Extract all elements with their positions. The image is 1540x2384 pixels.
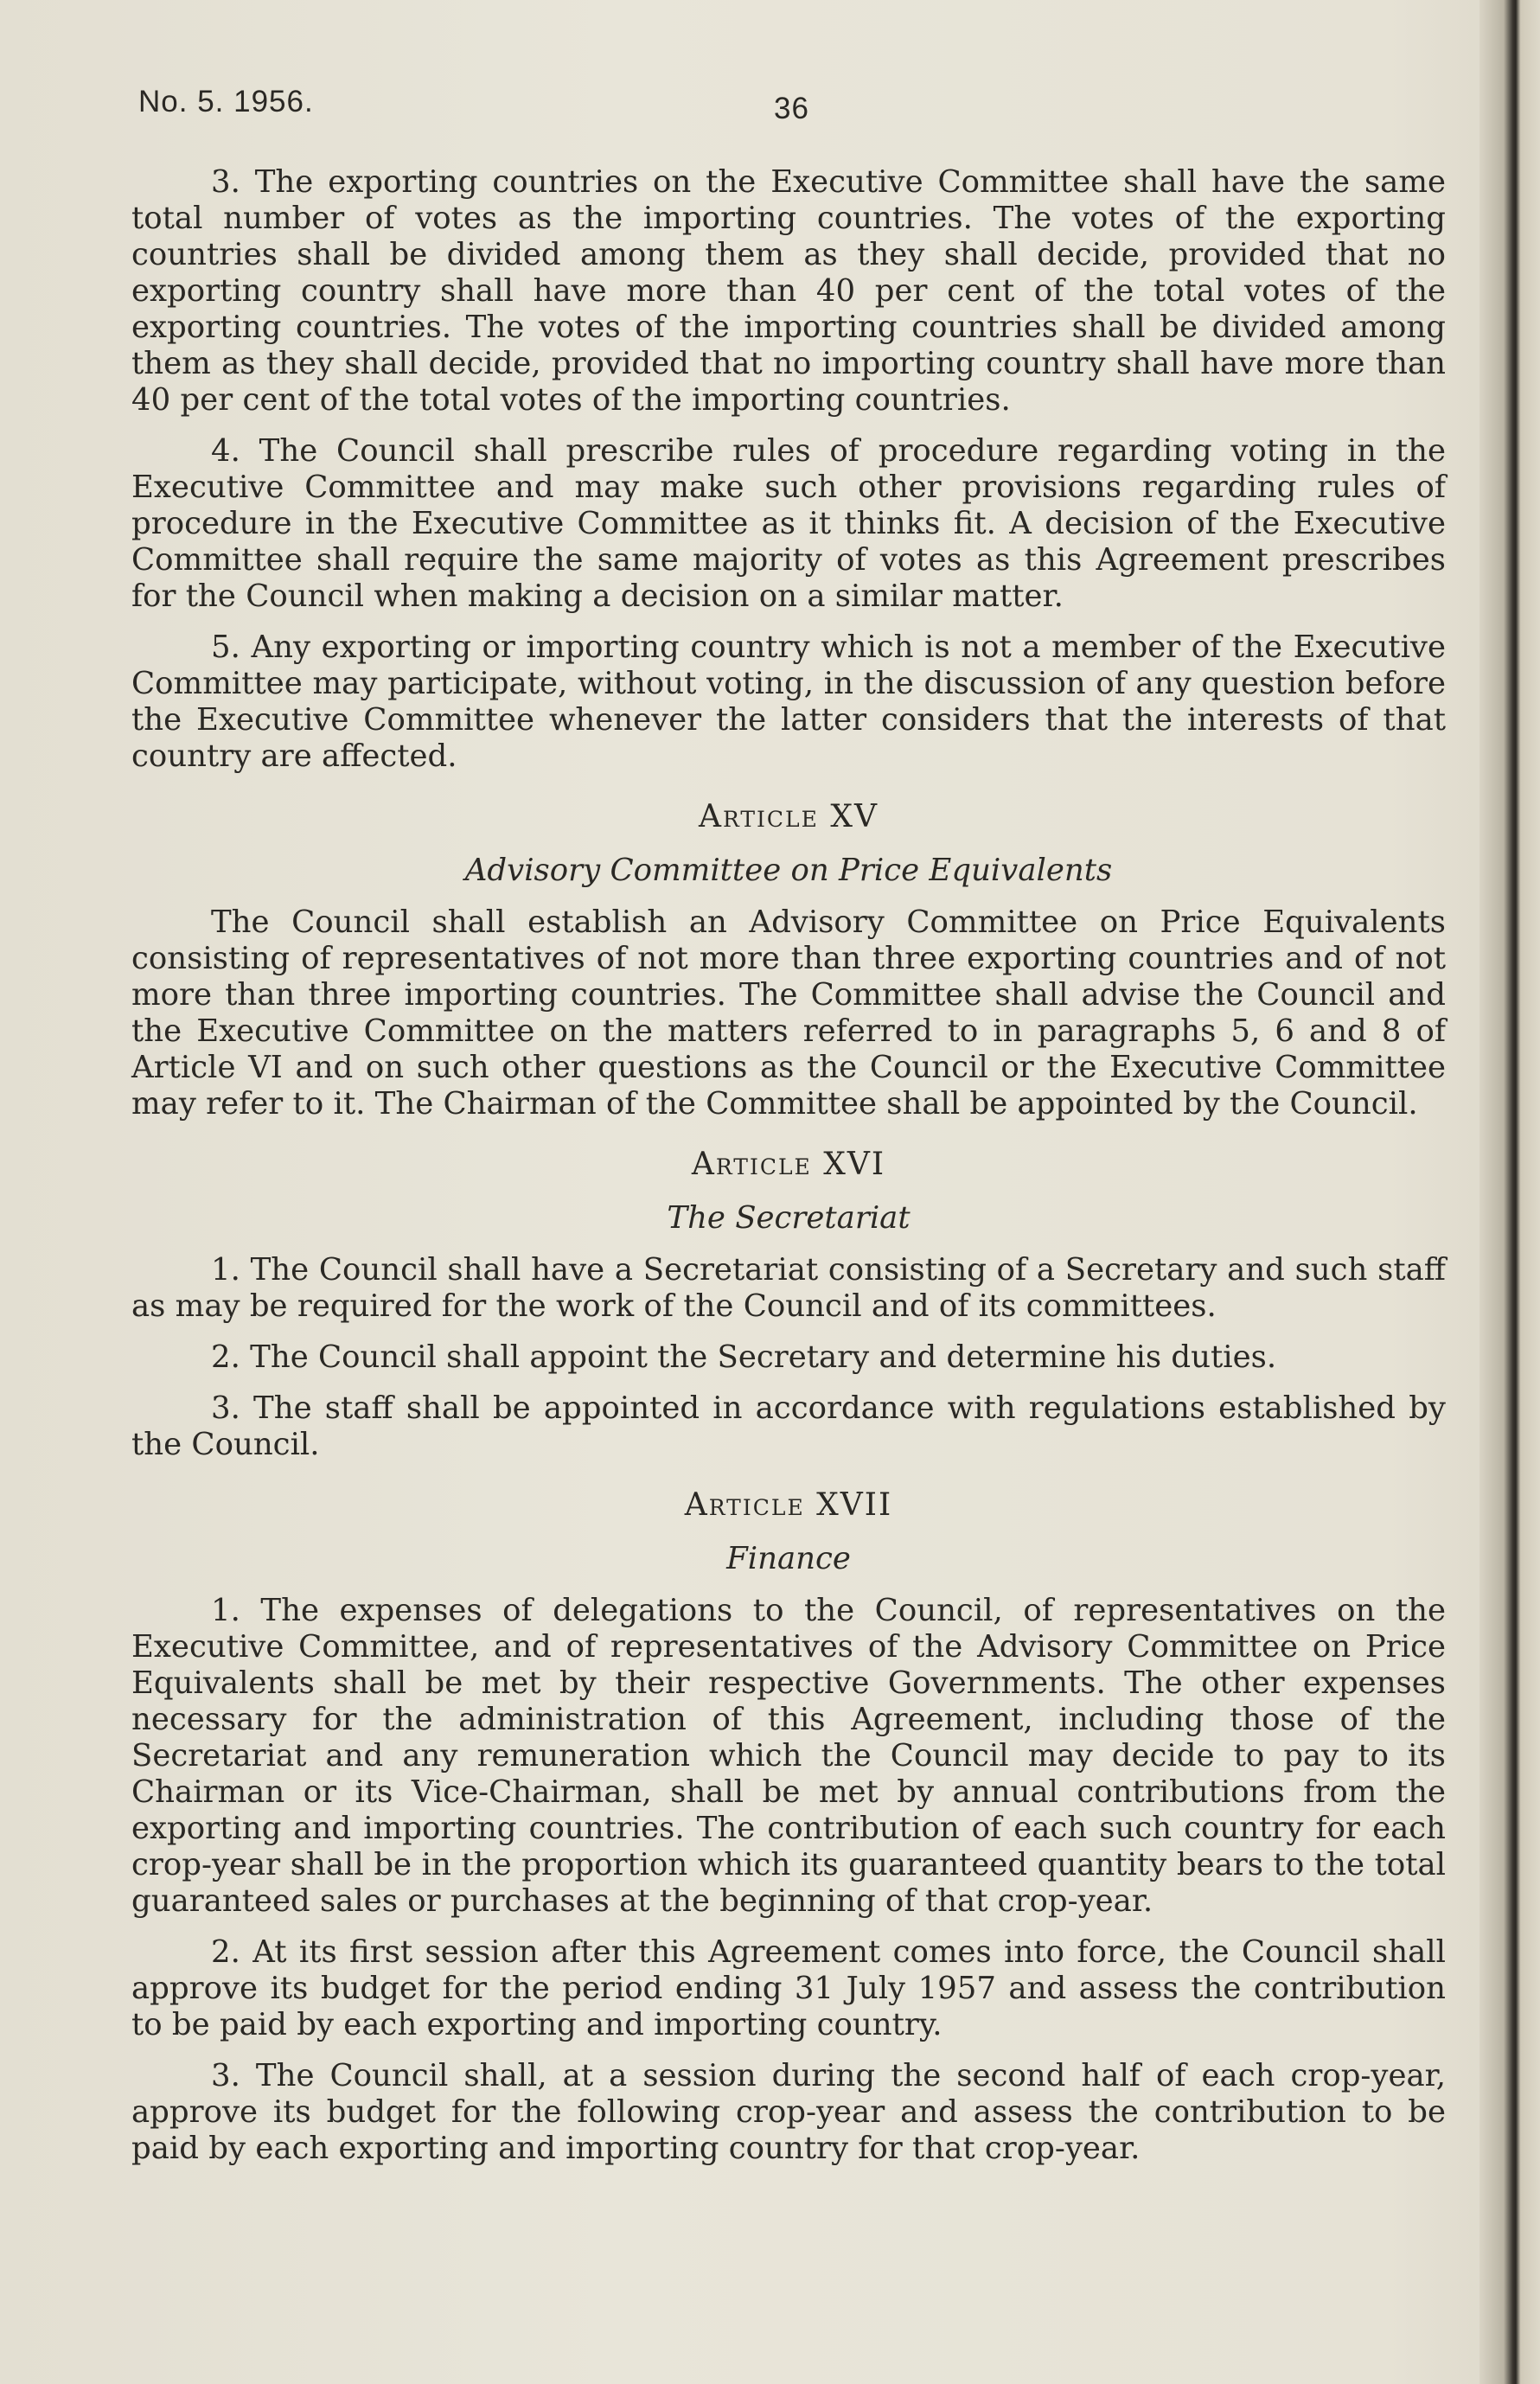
paragraph-xvii-2: 2. At its first session after this Agreement comes into force, the Council shall approve its budget for the period ending 31 July 1957 and assess the contribution to be paid by each exporting and importing country. [131,1934,1446,2042]
paragraph-exec-3: 3. The exporting countries on the Executive Committee shall have the same total number of votes as the importing countries. The votes of the exporting countries shall be divided among them as they shall decide, provided that no exporting country shall have more than 40 per cent of the total votes of the exporting countries. The votes of the importing countries shall be divided among them as they shall decide, provided that no importing country shall have more than 40 per cent of the total votes of the importing countries. [131,164,1446,418]
paragraph-xvi-2: 2. The Council shall appoint the Secretary and determine his duties. [211,1339,1277,1375]
paragraph-exec-5: 5. Any exporting or importing country which is not a member of the Executive Committee may participate, without voting, in the discussion of any question before the Executive Committee whenever the latter considers that the interests of that country are affected. [131,630,1446,774]
page-body [131,164,1446,2182]
book-spine [1479,0,1540,2384]
article-xvi-heading: Article XVI [691,1147,886,1182]
article-xv-heading: Article XV [699,799,879,834]
paragraph-xvii-3: 3. The Council shall, at a session during the second half of each crop-year, approve its budget for the following crop-year and assess the contribution to be paid by each exporting and importing country for that crop-year. [131,2058,1446,2166]
paragraph-exec-4: 4. The Council shall prescribe rules of procedure regarding voting in the Executive Committee and may make such other provisions regarding rules of procedure in the Executive Committee as it thinks fit. A decision of the Executive Committee shall require the same majority of votes as this Agreement prescribes for the Council when making a decision on a similar matter. [131,433,1446,614]
article-xv-title: Advisory Committee on Price Equivalents [464,853,1113,888]
publication-number: No. 5. 1956. [138,85,314,118]
page-number: 36 [774,92,809,125]
paragraph-xvii-1: 1. The expenses of delegations to the Council, of representatives on the Executive Committee, and of representatives of the Advisory Committee on Price Equivalents shall be met by their respective Governments. The other expenses necessary for the administration of this Agreement, including those of the Secretariat and any remuneration which the Council may decide to pay to its Chairman or its Vice-Chairman, shall be met by annual contributions from the exporting and importing countries. The contribution of each such country for each crop-year shall be in the proportion which its guaranteed quantity bears to the total guaranteed sales or purchases at the beginning of that crop-year. [131,1593,1446,1919]
article-xvii-heading: Article XVII [684,1487,893,1523]
article-xvii-title: Finance [726,1541,851,1576]
article-xvi-title: The Secretariat [667,1200,911,1236]
paragraph-xv-1: The Council shall establish an Advisory Committee on Price Equivalents consisting of representatives of not more than three exporting countries and of not more than three importing countries. The Committee shall advise the Council and the Executive Committee on the matters referred to in paragraphs 5, 6 and 8 of Article VI and on such other questions as the Council or the Executive Committee may refer to it. The Chairman of the Committee shall be appointed by the Council. [131,904,1446,1122]
paragraph-xvi-1: 1. The Council shall have a Secretariat consisting of a Secretary and such staff as may be required for the work of the Council and of its committees. [131,1252,1446,1324]
paragraph-xvi-3: 3. The staff shall be appointed in accordance with regulations established by the Council. [131,1390,1446,1462]
